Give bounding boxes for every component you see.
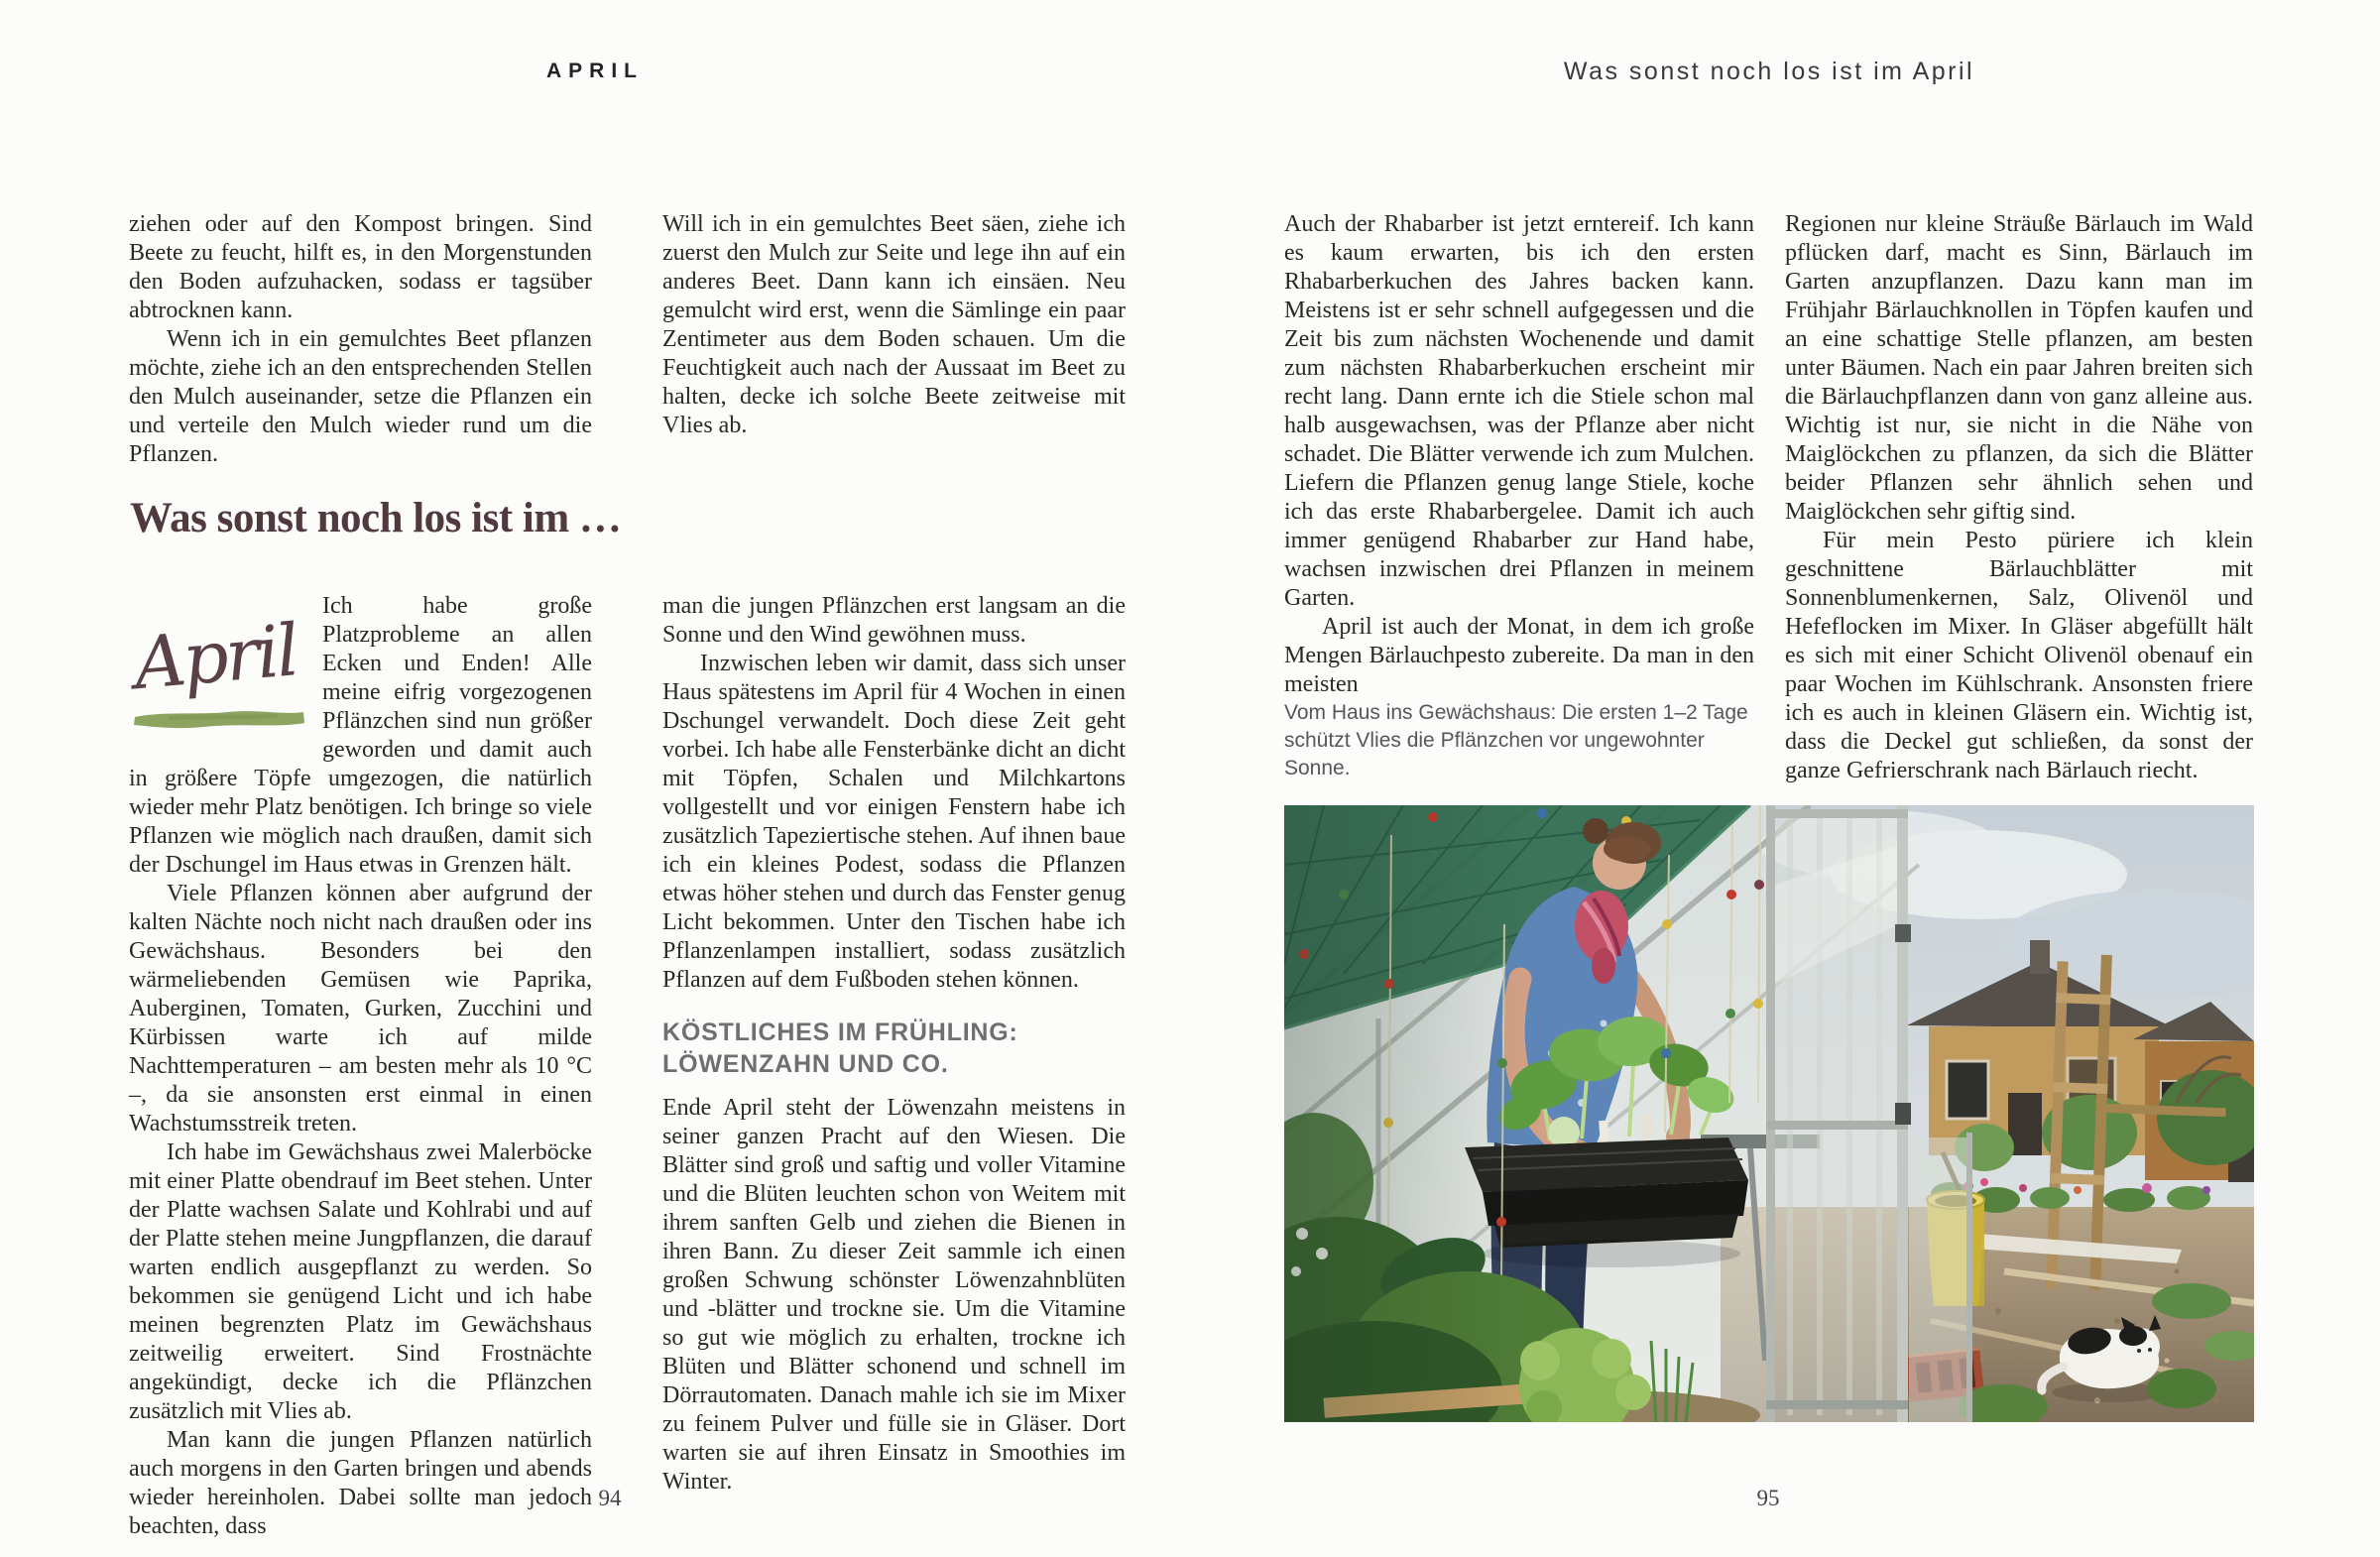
paragraph: Für mein Pesto püriere ich klein geschnittene Bärlauchblätter mit Sonnenblumenkernen, Salz, Olivenöl und Hefeflocken im Mixer. In Gläser abgefüllt hält es sich mit einer Schicht Olivenöl obenauf ein paar Wochen im Kühlschrank. Ansonsten friere ich es auch in kleinen Gläsern ein. Wichtig ist, dass die Deckel gut schließen, da sonst der ganze Gefrierschrank nach Bärlauch riecht.: [1785, 528, 2253, 783]
paragraph: ziehen oder auf den Kompost bringen. Sind Beete zu feucht, hilft es, in den Morgenstunden den Boden aufzuhacken, sodass er tagsüber abtrocknen kann.: [129, 211, 592, 323]
right-column-2: [1785, 210, 2253, 785]
paragraph: Man kann die jungen Pflanzen natürlich auch morgens in den Garten bringen und abends wieder hereinholen. Dabei sollte man jedoch beachten, dass: [129, 1427, 592, 1539]
left-main-column-1: [129, 592, 592, 1541]
green-brush-underline: [134, 711, 304, 728]
right-page-header: Was sonst noch los ist im April: [1563, 58, 1975, 85]
left-page-number: 94: [598, 1486, 622, 1510]
photo-caption: Vom Haus ins Gewächshaus: Die ersten 1–2 Tage schützt Vlies die Pflänzchen vor ungewohnter Sonne.: [1284, 701, 1748, 779]
left-page-header: APRIL: [546, 60, 644, 82]
paragraph: Regionen nur kleine Sträuße Bärlauch im Wald pflücken darf, macht es Sinn, Bärlauch im Garten anzupflanzen. Dazu kann man im Frühjahr Bärlauchknollen in Töpfen kaufen und an eine schattige Stelle pflanzen, am besten unter Bäumen. Nach ein paar Jahren breiten sich die Bärlauchpflanzen dann von ganz alleine aus. Wichtig ist nur, sie nicht in die Nähe von Maiglöckchen zu pflanzen, da sich die Blätter beider Pflanzen sehr ähnlich sehen und Maiglöckchen sehr giftig sind.: [1785, 211, 2253, 525]
paragraph: Ende April steht der Löwenzahn meistens in seiner ganzen Pracht auf den Wiesen. Die Blätter sind groß und saftig und voller Vitamine und die Blüten leuchten schon von Weitem mit ihrem sanften Gelb und ziehen die Bienen in ihren Bann. Zu dieser Zeit sammle ich einen großen Schwung schönster Löwenzahnblüten und -blätter und trockne sie. Um die Vitamine so gut wie möglich zu erhalten, trockne ich Blüten und Blätter schonend und schnell im Dörrautomaten. Danach mahle ich sie im Mixer zu feinem Pulver und fülle sie in Gläser. Dort warten sie auf ihren Einsatz in Smoothies im Winter.: [662, 1095, 1126, 1495]
subheading-line-2: LÖWENZAHN UND CO.: [662, 1050, 949, 1078]
paragraph: April ist auch der Monat, in dem ich große Mengen Bärlauchpesto zubereite. Da man in den meisten: [1284, 614, 1754, 697]
paragraph: man die jungen Pflänzchen erst langsam an die Sonne und den Wind gewöhnen muss.: [662, 593, 1126, 648]
interior-shade-overlay: [1284, 805, 1770, 1422]
subheading: [662, 1017, 1126, 1080]
greenhouse-photo: [1284, 805, 2254, 1422]
left-main-column-2: [662, 592, 1126, 1497]
right-column-1: [1284, 210, 1754, 699]
paragraph: Viele Pflanzen können aber aufgrund der kalten Nächte noch nicht nach draußen oder ins Gewächshaus. Besonders bei den wärmeliebenden Gemüsen wie Paprika, Auberginen, Tomaten, Gurken, Zucchini und Kürbissen warte ich auf milde Nachttemperaturen – am besten mehr als 10 °C –, da sie ansonsten erst einmal in einen Wachstumsstreik treten.: [129, 881, 592, 1137]
subheading-line-1: KÖSTLICHES IM FRÜHLING:: [662, 1018, 1018, 1046]
door-hinge: [1895, 1103, 1911, 1125]
paragraph: Inzwischen leben wir damit, dass sich unser Haus spätestens im April für 4 Wochen in einen Dschungel verwandelt. Doch diese Zeit geht vorbei. Ich habe alle Fensterbänke dicht an dicht mit Töpfen, Schalen und Milchkartons vollgestellt und vor einigen Fenstern habe ich zusätzlich Tapeziertische stehen. Auf ihnen baue ich ein kleines Podest, sodass die Pflanzen etwas höher stehen und durch das Fenster genug Licht bekommen. Unter den Tischen habe ich Pflanzenlampen installiert, sodass zusätzlich Pflanzen auf dem Fußboden stehen können.: [662, 651, 1126, 993]
left-intro-column-1: [129, 210, 592, 469]
paragraph: Wenn ich in ein gemulchtes Beet pflanzen möchte, ziehe ich an den entsprechenden Stellen den Mulch auseinander, setze die Pflanzen ein und verteile den Mulch wieder rund um die Pflanzen.: [129, 326, 592, 467]
paragraph: Ich habe im Gewächshaus zwei Malerböcke mit einer Platte obendrauf im Beet stehen. Unter der Platte wachsen Salate und Kohlrabi und auf der Platte stehen meine Jungpflanzen, die darauf warten endlich ausgepflanzt zu werden. So bekommen sie genügend Licht und ich habe meinen begrenzten Platz im Gewächshaus zeitweilig erweitert. Sind Frostnächte angekündigt, decke ich die Pflänzchen zusätzlich mit Vlies ab.: [129, 1139, 592, 1424]
section-heading: Was sonst noch los ist im …: [130, 495, 622, 541]
paragraph: Ich habe große Platzprobleme an allen Ecken und Enden! Alle meine eifrig vorgezogenen Pflänzchen sind nun größer geworden und damit auch in größere Töpfe umgezogen, die natürlich wieder mehr Platz benötigen. Ich bringe so viele Pflanzen wie möglich nach draußen, damit sich der Dschungel im Haus etwas in Grenzen hält.: [129, 593, 592, 878]
paragraph: Will ich in ein gemulchtes Beet säen, ziehe ich zuerst den Mulch zur Seite und lege ihn auf ein anderes Beet. Dann kann ich einsäen. Neu gemulcht wird erst, wenn die Sämlinge ein paar Zentimeter aus dem Boden schauen. Um die Feuchtigkeit auch nach der Aussaat im Beet zu halten, decke ich solche Beete zeitweise mit Vlies ab.: [662, 211, 1126, 438]
month-script-figure: [129, 596, 312, 747]
paragraph: Auch der Rhabarber ist jetzt erntereif. Ich kann es kaum erwarten, bis ich den ersten Rhabarberkuchen des Jahres backen kann. Meistens ist er sehr schnell aufgegessen und die Zeit bis zum nächsten Wochenende und damit zum nächsten Rhabarberkuchen erscheint mir recht lang. Dann ernte ich die Stiele schon mal halb ausgewachsen, was der Pflanze aber nicht schadet. Die Blätter verwende ich zum Mulchen. Liefern die Pflanzen genug lange Stiele, koche ich das erste Rhabarbergelee. Damit ich auch immer genügend Rhabarber zur Hand habe, wachsen inzwischen drei Pflanzen in meinem Garten.: [1284, 211, 1754, 611]
april-script-word: April: [130, 608, 300, 706]
right-page-number: 95: [1756, 1486, 1780, 1510]
left-intro-column-2: [662, 210, 1126, 440]
